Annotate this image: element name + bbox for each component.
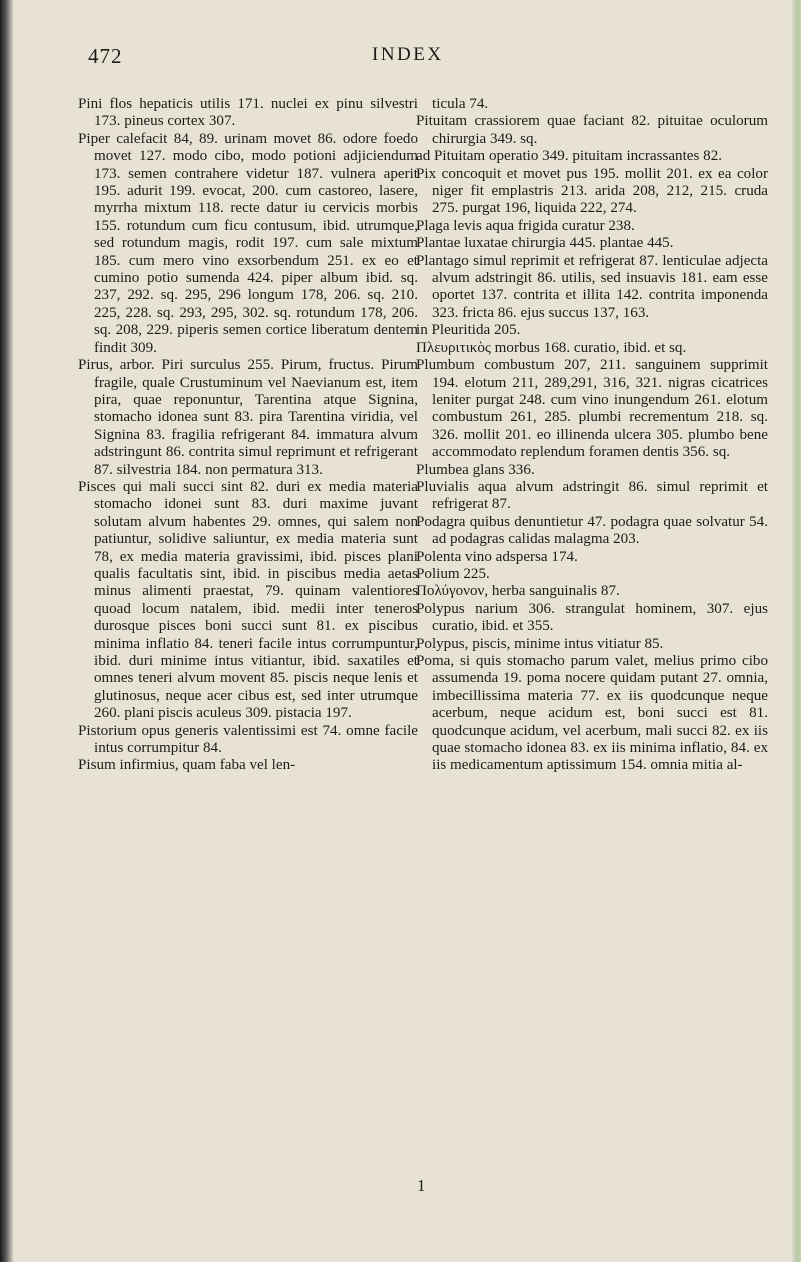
index-entry-pleuritida: in Pleuritida 205. — [416, 322, 521, 339]
index-entry-plantago: Plantago simul reprimit et refrigerat 87. lenticulae adjecta alvum adstringit 86. utilis, sed insuavis 181. eam esse oportet 137. contrita et illita 142. contrita imponenda 323. fricta 86. ejus succus 137, 163. — [416, 252, 768, 321]
index-entry-plumbea: Plumbea glans 336. — [416, 461, 535, 478]
index-entry-pleuritikos: Πλευριτικὸς morbus 168. curatio, ibid. et sq. — [416, 339, 687, 356]
index-entry-plaga: Plaga levis aqua frigida curatur 238. — [416, 217, 635, 234]
index-entry-poma: Poma, si quis stomacho parum valet, melius primo cibo assumenda 19. poma nocere quidam putant 27. omnia, imbecillissima materia 77. ex iis quodcunque neque acerbum, neque acidum est, boni succi est 81. quodcunque acidum, vel acerbum, mali succi 82. ex iis quae stomacho idonea 83. ex iis minima inflatio, 84. ex iis medicamentum aptissimum 154. omnia mitia al- — [416, 653, 768, 774]
running-head: INDEX — [372, 44, 444, 65]
right-column — [416, 96, 768, 775]
index-entry-plumbum: Plumbum combustum 207, 211. sanguinem supprimit 194. elotum 211, 289,291, 316, 321. nigras cicatrices leniter purgat 248. cum vino inungendum 261. elotum combustum 261, 285. plumbi recrementum 218. sq. 326. mollit 201. eo illinenda ulcera 305. plumbo bene accommodato replendum foramen dentis 356. sq. — [416, 357, 768, 461]
page-number: 472 — [88, 44, 123, 68]
page-edge — [791, 0, 801, 1262]
index-entry-polenta: Polenta vino adspersa 174. — [416, 548, 578, 565]
index-entry-ad-pituitam: ad Pituitam operatio 349. pituitam incrassantes 82. — [416, 148, 723, 165]
index-entry-pini: Pini flos hepaticis utilis 171. nuclei ex pinu silvestri 173. pineus cortex 307. — [78, 96, 418, 130]
index-entry-polypus-piscis: Polypus, piscis, minime intus vitiatur 85. — [416, 635, 664, 652]
index-entry-pisum: Pisum infirmius, quam faba vel len- — [78, 757, 296, 774]
page-gutter-shadow — [0, 0, 14, 1262]
index-entry-pluvialis: Pluvialis aqua alvum adstringit 86. simul reprimit et refrigerat 87. — [416, 478, 768, 513]
index-entry-polypus-narium: Polypus narium 306. strangulat hominem, 307. ejus curatio, ibid. et 355. — [416, 600, 768, 635]
page-header — [0, 44, 801, 74]
index-entry-podagra: Podagra quibus denuntietur 47. podagra quae solvatur 54. ad podagras calidas malagma 203. — [416, 513, 768, 548]
index-entry-pisces: Pisces qui mali succi sint 82. duri ex media materia stomacho idonei sunt 83. duri maxime juvant solutam alvum habentes 29. omnes, qui salem non patiuntur, solidive saliuntur, ex media materia sunt 78, ex media materia gravissimi, ibid. pisces plani qualis facultatis sint, ibid. in piscibus media aetas minus alimenti praestat, 79. quinam valentiores quoad locum natalem, ibid. medii inter teneros durosque pisces boni succi sunt 81. ex piscibus minima inflatio 84. teneri facile intus corrumpuntur, ibid. duri minime intus vitiantur, ibid. saxatiles et omnes teneri alvum movent 85. piscis neque lenis et glutinosus, neque acer cibus est, sed inter utrumque 260. plani piscis aculeus 309. pistacia 197. — [78, 478, 418, 722]
index-entry-continuation: ticula 74. — [432, 96, 489, 112]
index-entry-pituitam: Pituitam crassiorem quae faciant 82. pituitae oculorum chirurgia 349. sq. — [416, 113, 768, 147]
index-entry-plantae: Plantae luxatae chirurgia 445. plantae 445. — [416, 235, 674, 252]
index-entry-polygonon: Πολύγονον, herba sanguinalis 87. — [416, 583, 620, 600]
signature-mark: 1 — [417, 1176, 426, 1195]
index-entry-polium: Polium 225. — [416, 565, 490, 582]
index-entry-pirus: Pirus, arbor. Piri surculus 255. Pirum, fructus. Pirum fragile, quale Crustuminum vel Naevianum est, item pira, quae reponuntur, Tarentina atque Signina, stomacho idonea sunt 83. pira Tarentina viridia, vel Signina 83. fragilia refrigerant 84. immatura alvum adstringunt 86. contrita simul reprimunt et refrigerant 87. silvestria 184. non permatura 313. — [78, 357, 418, 478]
index-entry-pistorium: Pistorium opus generis valentissimi est 74. omne facile intus corrumpitur 84. — [78, 722, 418, 757]
left-column — [78, 96, 418, 775]
index-entry-piper: Piper calefacit 84, 89. urinam movet 86. odore foedo movet 127. modo cibo, modo potioni adjiciendum 173. semen contrahere videtur 187. vulnera aperit 195. adurit 199. evocat, 200. cum castoreo, lasere, myrrha mixtum 118. recte datur iu cervicis morbis 155. rotundum cum ficu contusum, ibid. utrumque, sed rotundum magis, rodit 197. cum sale mixtum 185. cum mero vino exsorbendum 251. ex eo et cumino potio sumenda 424. piper album ibid. sq. 237, 292. sq. 295, 296 longum 178, 206. sq. 210. 225, 228. sq. 293, 295, 302. sq. rotundum 178, 206. sq. 208, 229. piperis semen cortice liberatum dentem findit 309. — [78, 130, 418, 356]
index-entry-pix: Pix concoquit et movet pus 195. mollit 201. ex ea color niger fit emplastris 213. arida 208, 212, 215. cruda 275. purgat 196, liquida 222, 274. — [416, 165, 768, 217]
